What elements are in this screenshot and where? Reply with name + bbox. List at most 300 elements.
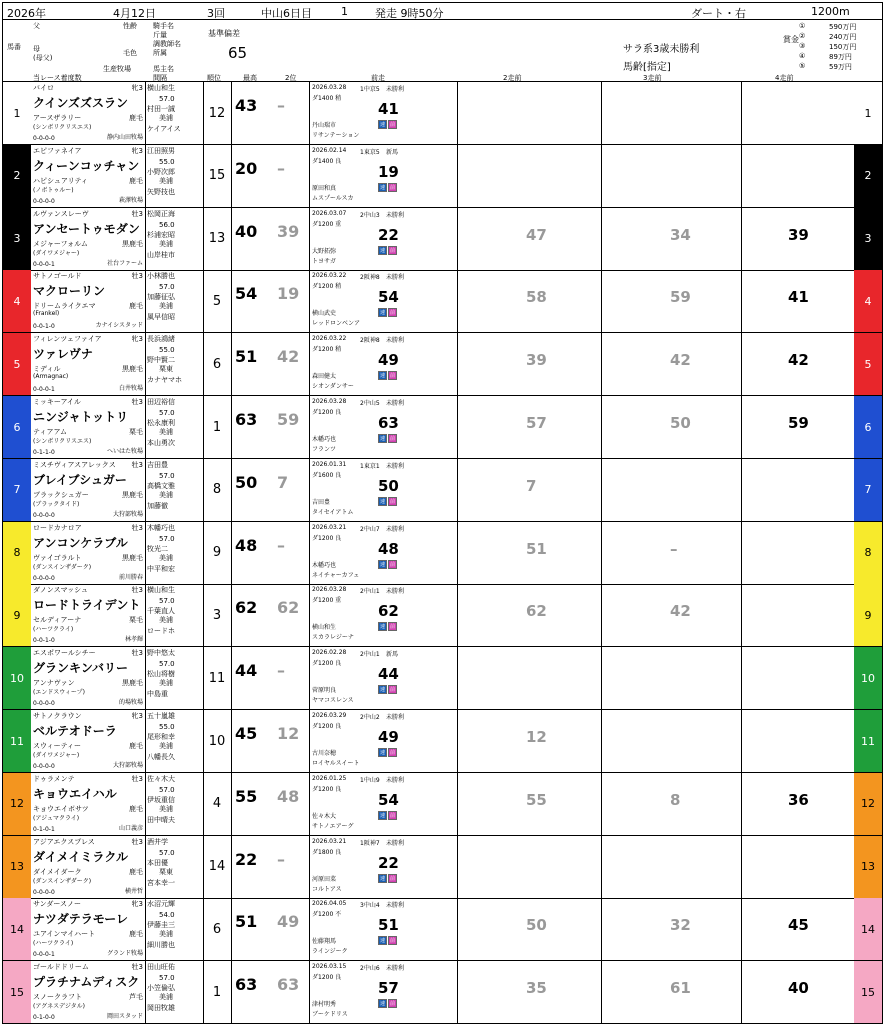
owner: 加藤徹 [147,501,168,510]
breeder: 社台ファーム [107,259,143,267]
last-class: 未勝利 [386,776,405,784]
damsire: (ハーツクライ) [33,626,74,634]
horse-number-right: 13 [854,836,882,898]
round: 3回 [207,7,225,20]
date: 4月12日 [113,7,156,20]
jockey: 五十嵐雄 [147,712,175,720]
last-winner: シオンダンサー [312,383,354,391]
best-figure: 44 [235,661,258,681]
last-jockey: 吉田豊 [312,498,331,506]
last-course: 2中山2 [360,714,380,721]
r4-figure: 39 [788,225,809,244]
best-figure-cell [231,82,269,144]
legend-trainer: 調教師名 [153,40,181,48]
horse-info [31,145,146,207]
race-2-back [457,270,602,332]
coat: 鹿毛 [129,114,143,122]
sex-age: 牝3 [131,146,143,155]
r2-figure: 7 [526,476,537,495]
last-figure: 54 [378,288,399,307]
owner: 風早信昭 [147,313,175,322]
race-4-back [741,773,857,835]
last-winner: リサンテーション [312,132,360,139]
race-3-back [601,396,742,458]
horse-number: 4 [3,270,31,332]
last-winner: サトノエアーグ [312,822,354,830]
horse-number: 5 [3,333,31,395]
sire: フィレンツェファイア [33,335,102,344]
r3-figure: 8 [670,790,681,809]
race-4-back [741,145,857,207]
rank: 3 [203,584,232,646]
last-course: 2中山5 [360,400,380,407]
horse-info [31,522,146,584]
stable: 美浦 [159,679,173,688]
horse-name[interactable]: ベルテオドーラ [33,724,117,738]
horse-row [2,270,883,333]
horse-name[interactable]: ツァレヴナ [33,347,93,362]
r2-figure: 39 [526,351,547,370]
horse-number: 10 [3,647,31,709]
second-figure-cell [273,961,311,1023]
race-4-back [741,961,857,1023]
second-figure: 42 [277,347,300,367]
legend-best: 最高 [243,74,257,82]
jockey-info [145,898,204,960]
horse-name[interactable]: プラチナムディスク [33,975,140,990]
damsire: (シンボリクリスエス) [33,438,92,445]
rank: 5 [203,270,232,332]
last-date: 2026.03.22 [312,272,347,280]
race-2-back [457,208,602,270]
horse-number-right: 14 [854,898,882,960]
weight: 57.0 [159,848,175,857]
trainer: 野中賢二 [147,356,175,365]
horse-number-right: 6 [854,396,882,458]
stable: 美浦 [159,176,173,185]
horse-info [31,82,146,144]
trainer: 小野次郎 [147,167,175,176]
best-figure-cell [231,145,269,207]
race-class: サラ系3歳未勝利 [623,44,700,55]
horse-row [2,584,883,647]
breeder: 白井牧場 [118,385,143,393]
last-distance: ダ1600 良 [312,471,342,479]
horse-info [31,270,146,332]
r3-figure: 42 [670,351,691,370]
stable: 美浦 [159,930,173,939]
second-figure: 12 [277,724,300,743]
last-distance: ダ1200 稍 [312,283,342,291]
last-jockey: 丹山瑞市 [312,122,337,129]
sex-age: 牡3 [131,523,143,532]
coat: 鹿毛 [129,176,143,185]
stable: 美浦 [159,302,173,311]
jockey: 酒井学 [147,837,168,846]
damsire: (ダイワメジャー) [33,752,80,759]
jockey-info [145,961,204,1023]
second-figure: 19 [277,284,300,304]
weight: 57.0 [159,660,175,669]
record: 0-0-1-0 [33,637,55,645]
jockey: 田辺裕信 [147,398,175,406]
tag-front: 前 [390,184,396,191]
damsire: (アジュマクライ) [33,814,80,822]
second-figure-cell [273,208,311,270]
stable: 栗東 [159,365,173,374]
trainer: 尾形和幸 [147,733,175,741]
dam: ティアアム [33,428,67,436]
second-figure-cell [273,836,311,898]
second-figure: 59 [277,410,300,429]
last-jockey: 原田和真 [312,184,337,192]
weight: 57.0 [159,597,175,606]
coat: 黒鹿毛 [122,239,143,248]
trainer: 加藤征弘 [147,293,175,302]
last-date: 2026.02.14 [312,146,347,154]
last-course: 1東京1 [360,462,380,470]
legend-rank: 順位 [207,74,221,82]
post-time: 発走 9時50分 [375,7,444,20]
horse-name[interactable]: キョウエイハル [33,786,117,801]
horse-name[interactable]: ロードトライデント [33,598,141,613]
last-race [309,396,458,458]
record: 0-1-0-0 [33,1014,55,1022]
last-race [309,773,458,835]
second-figure: 62 [277,598,300,618]
tag-fast: 速 [380,750,386,756]
last-class: 未勝利 [386,462,405,470]
horse-name[interactable]: クィーンコッチャン [33,158,140,173]
jockey-info [145,333,204,395]
last-winner: ロイヤルスイート [312,760,360,767]
legend-r3: 3走前 [643,74,662,82]
last-distance: ダ1200 重 [312,220,342,228]
horse-name[interactable]: グランキンバリー [33,661,129,676]
coat: 黒鹿毛 [122,553,143,562]
stable: 美浦 [159,114,173,122]
dam: ヴァイゴラルト [33,553,82,562]
horse-row [2,773,883,836]
damsire: (ダンスインザダーク) [33,877,92,885]
sex-age: 牡3 [131,774,143,783]
breeder: へいはた牧場 [106,448,143,455]
last-class: 未勝利 [386,902,405,910]
last-course: 2中山7 [360,525,380,533]
rank: 13 [203,208,232,270]
breeder: 前川勝春 [118,573,143,581]
last-jockey: 横山和生 [312,624,337,632]
second-figure: – [277,158,285,178]
record: 0-0-0-0 [33,197,55,205]
stable: 美浦 [159,428,173,436]
damsire: (Armagnac) [33,373,69,381]
horse-number-right: 7 [854,459,882,521]
r2-figure: 50 [526,916,547,935]
dam: スウィーティー [33,742,82,750]
sire: ロードカナロア [33,523,82,532]
jockey: 江田照男 [147,146,175,155]
race-3-back [601,333,742,395]
last-jockey: 木幡巧也 [312,436,337,443]
race-4-back [741,459,857,521]
second-figure-cell [273,647,311,709]
horse-name[interactable]: ニンジャトットリ [33,410,129,424]
race-4-back [741,270,857,332]
last-distance: ダ1200 重 [312,597,342,605]
horse-number: 6 [3,396,31,458]
last-date: 2026.02.28 [312,649,347,657]
dam: セルディアーナ [33,616,82,625]
jockey-info [145,459,204,521]
sex-age: 牝3 [131,335,143,344]
r2-figure: 58 [526,288,547,307]
best-figure: 62 [235,598,258,618]
sex-age: 牝3 [131,900,143,909]
weight: 57.0 [159,534,175,543]
sex-age: 牡3 [131,460,143,469]
second-figure-cell [273,773,311,835]
legend-weight: 斤量 [153,31,167,39]
last-figure: 54 [378,790,399,809]
horse-number-right: 8 [854,522,882,584]
race-3-back [601,710,742,772]
horse-row [2,522,883,585]
sire: ダノンスマッシュ [33,586,89,595]
owner: 矢野技也 [147,187,175,196]
last-winner: トヨサガ [312,257,336,265]
r2-figure: 47 [526,225,547,244]
r2-figure: 57 [526,414,547,432]
race-header [2,2,883,20]
r4-figure: 36 [788,790,809,809]
record: 0-0-0-0 [33,763,55,770]
jockey: 長浜鴻緒 [147,335,175,344]
last-class: 新馬 [386,148,399,156]
race-4-back [741,836,857,898]
r3-figure: – [670,539,678,558]
last-class: 未勝利 [386,714,405,721]
legend-horse-no: 馬番 [7,43,21,51]
dam: ドリームライクエマ [33,302,96,311]
race-2-back [457,459,602,521]
best-figure: 51 [235,347,258,367]
last-distance: ダ1800 良 [312,848,342,856]
record: 0-1-1-0 [33,449,55,456]
prize-rank: ④ [799,52,806,60]
weight: 57.0 [159,471,175,480]
tag-front: 前 [390,624,396,631]
year: 2026年 [7,7,46,20]
dam: スノークラフト [33,993,82,1002]
sire: ミスチヴィアスアレックス [33,460,116,469]
second-figure: – [277,96,285,115]
rank: 8 [203,459,232,521]
jockey: 佐々木大 [147,774,175,783]
last-figure: 51 [378,916,399,935]
jockey-info [145,836,204,898]
tag-front: 前 [390,247,396,254]
breeder: 大狩部牧場 [112,762,143,769]
jockey-info [145,82,204,144]
best-figure-cell [231,773,269,835]
coat: 黒鹿毛 [122,365,143,374]
damsire: (ブラックタイド) [33,500,80,508]
horse-row [2,208,883,271]
record: 0-0-0-0 [33,574,55,582]
last-course: 2中山6 [360,965,380,973]
race-condition: 馬齢[指定] [623,62,671,73]
last-date: 2026.01.31 [312,460,347,468]
last-race [309,270,458,332]
race-2-back [457,333,602,395]
last-winner: ムスプールスカ [312,194,354,202]
jockey-info [145,584,204,646]
last-race [309,898,458,960]
last-distance: ダ1400 稍 [312,95,342,102]
stable: 美浦 [159,742,173,750]
last-jockey: 古川奈穂 [312,750,337,757]
horse-name[interactable]: アンセートゥモダン [33,221,140,236]
best-figure-cell [231,333,269,395]
horse-row [2,710,883,773]
dam: アースザラリー [33,114,82,122]
horse-name[interactable]: ブレイブシュガー [33,472,127,487]
legend-sire: 父 [33,22,40,30]
r3-figure: 42 [670,602,691,621]
horse-name[interactable]: マクローリン [33,284,106,299]
second-figure-cell [273,584,311,646]
stable: 美浦 [159,239,173,248]
prize-rank: ⑤ [799,62,806,70]
horse-name[interactable]: アンコンケラブル [33,535,128,550]
dam: ブラックシュガー [33,490,89,499]
second-figure: 48 [277,786,300,806]
dam: メジャーフォルム [33,239,88,248]
breeder: 萩澤牧場 [118,196,143,204]
race-3-back [601,584,742,646]
last-date: 2026.03.22 [312,335,347,343]
jockey: 田山旺佑 [147,963,175,972]
last-course: 2中山1 [360,588,380,596]
horse-info [31,836,146,898]
last-figure: 49 [378,351,399,370]
last-jockey: 津村明秀 [312,1001,337,1009]
second-figure-cell [273,898,311,960]
last-class: 未勝利 [386,525,405,533]
last-figure: 19 [378,162,399,181]
damsire: (ダンスインザダーク) [33,563,92,571]
race-3-back [601,459,742,521]
rank: 6 [203,898,232,960]
sire: バイロ [33,84,54,92]
legend-r4: 4走前 [775,74,794,82]
tag-front: 前 [390,750,396,756]
sire: ルヴァンスレーヴ [33,209,89,218]
r2-figure: 51 [526,539,547,558]
weight: 57.0 [159,785,175,794]
horse-number-right: 11 [854,710,882,772]
weight: 55.0 [159,723,175,731]
sex-age: 牝3 [131,84,143,92]
best-figure: 63 [235,410,258,429]
second-figure: – [277,849,285,869]
horse-info [31,459,146,521]
rank: 15 [203,145,232,207]
meet: 中山6日目 [261,7,312,20]
coat: 芦毛 [129,993,143,1002]
legend-dam: 母 [33,45,40,53]
last-distance: ダ1200 良 [312,660,342,668]
rank: 1 [203,396,232,458]
last-race [309,647,458,709]
coat: 黒鹿毛 [122,679,143,688]
second-figure-cell [273,459,311,521]
prize-value: 240万円 [829,33,857,41]
second-figure: 49 [277,912,300,932]
horse-number: 12 [3,773,31,835]
last-winner: ラインジーク [312,948,348,956]
horse-info [31,898,146,960]
tag-fast: 速 [380,1001,386,1008]
legend [2,20,883,82]
tag-fast: 速 [380,498,386,505]
horse-number: 7 [3,459,31,521]
jockey: 横山和生 [147,84,175,92]
tag-fast: 速 [380,436,386,442]
rank: 12 [203,82,232,144]
best-figure-cell [231,459,269,521]
legend-base: 基準偏差 [208,29,240,38]
legend-breeder: 生産牧場 [103,65,131,73]
last-race [309,836,458,898]
trainer: 高橋文雅 [147,481,175,490]
race-2-back [457,647,602,709]
weight: 55.0 [159,346,175,355]
horse-name[interactable]: クインズズスラン [33,96,129,110]
jockey-info [145,208,204,270]
prize-value: 150万円 [829,43,857,51]
jockey: 木幡巧也 [147,523,175,532]
last-course: 2中山3 [360,211,380,219]
trainer: 村田一誠 [147,105,175,113]
horse-number-right: 4 [854,270,882,332]
second-figure: 39 [277,221,300,241]
horse-number-right: 2 [854,145,882,207]
trainer: 本田優 [147,858,168,867]
best-figure-cell [231,584,269,646]
second-figure: 63 [277,975,300,995]
last-winner: タイセイアトム [312,508,354,516]
horse-name[interactable]: ナツダテラモーレ [33,912,129,927]
r4-figure: 59 [788,414,809,432]
prize-value: 89万円 [829,53,852,61]
last-race [309,710,458,772]
last-date: 2026.03.28 [312,84,347,91]
owner: カナヤマホ [147,376,182,385]
horse-number: 13 [3,836,31,898]
horse-name[interactable]: ダイメイミラクル [33,849,129,864]
last-jockey: 大野拓弥 [312,247,337,255]
jockey-info [145,145,204,207]
base-deviation: 65 [228,44,248,62]
second-figure: – [277,535,285,555]
jockey: 野中悠太 [147,649,175,658]
weight: 57.0 [159,283,175,292]
horse-number: 11 [3,710,31,772]
record: 0-0-1-0 [33,323,55,331]
race-2-back [457,396,602,458]
